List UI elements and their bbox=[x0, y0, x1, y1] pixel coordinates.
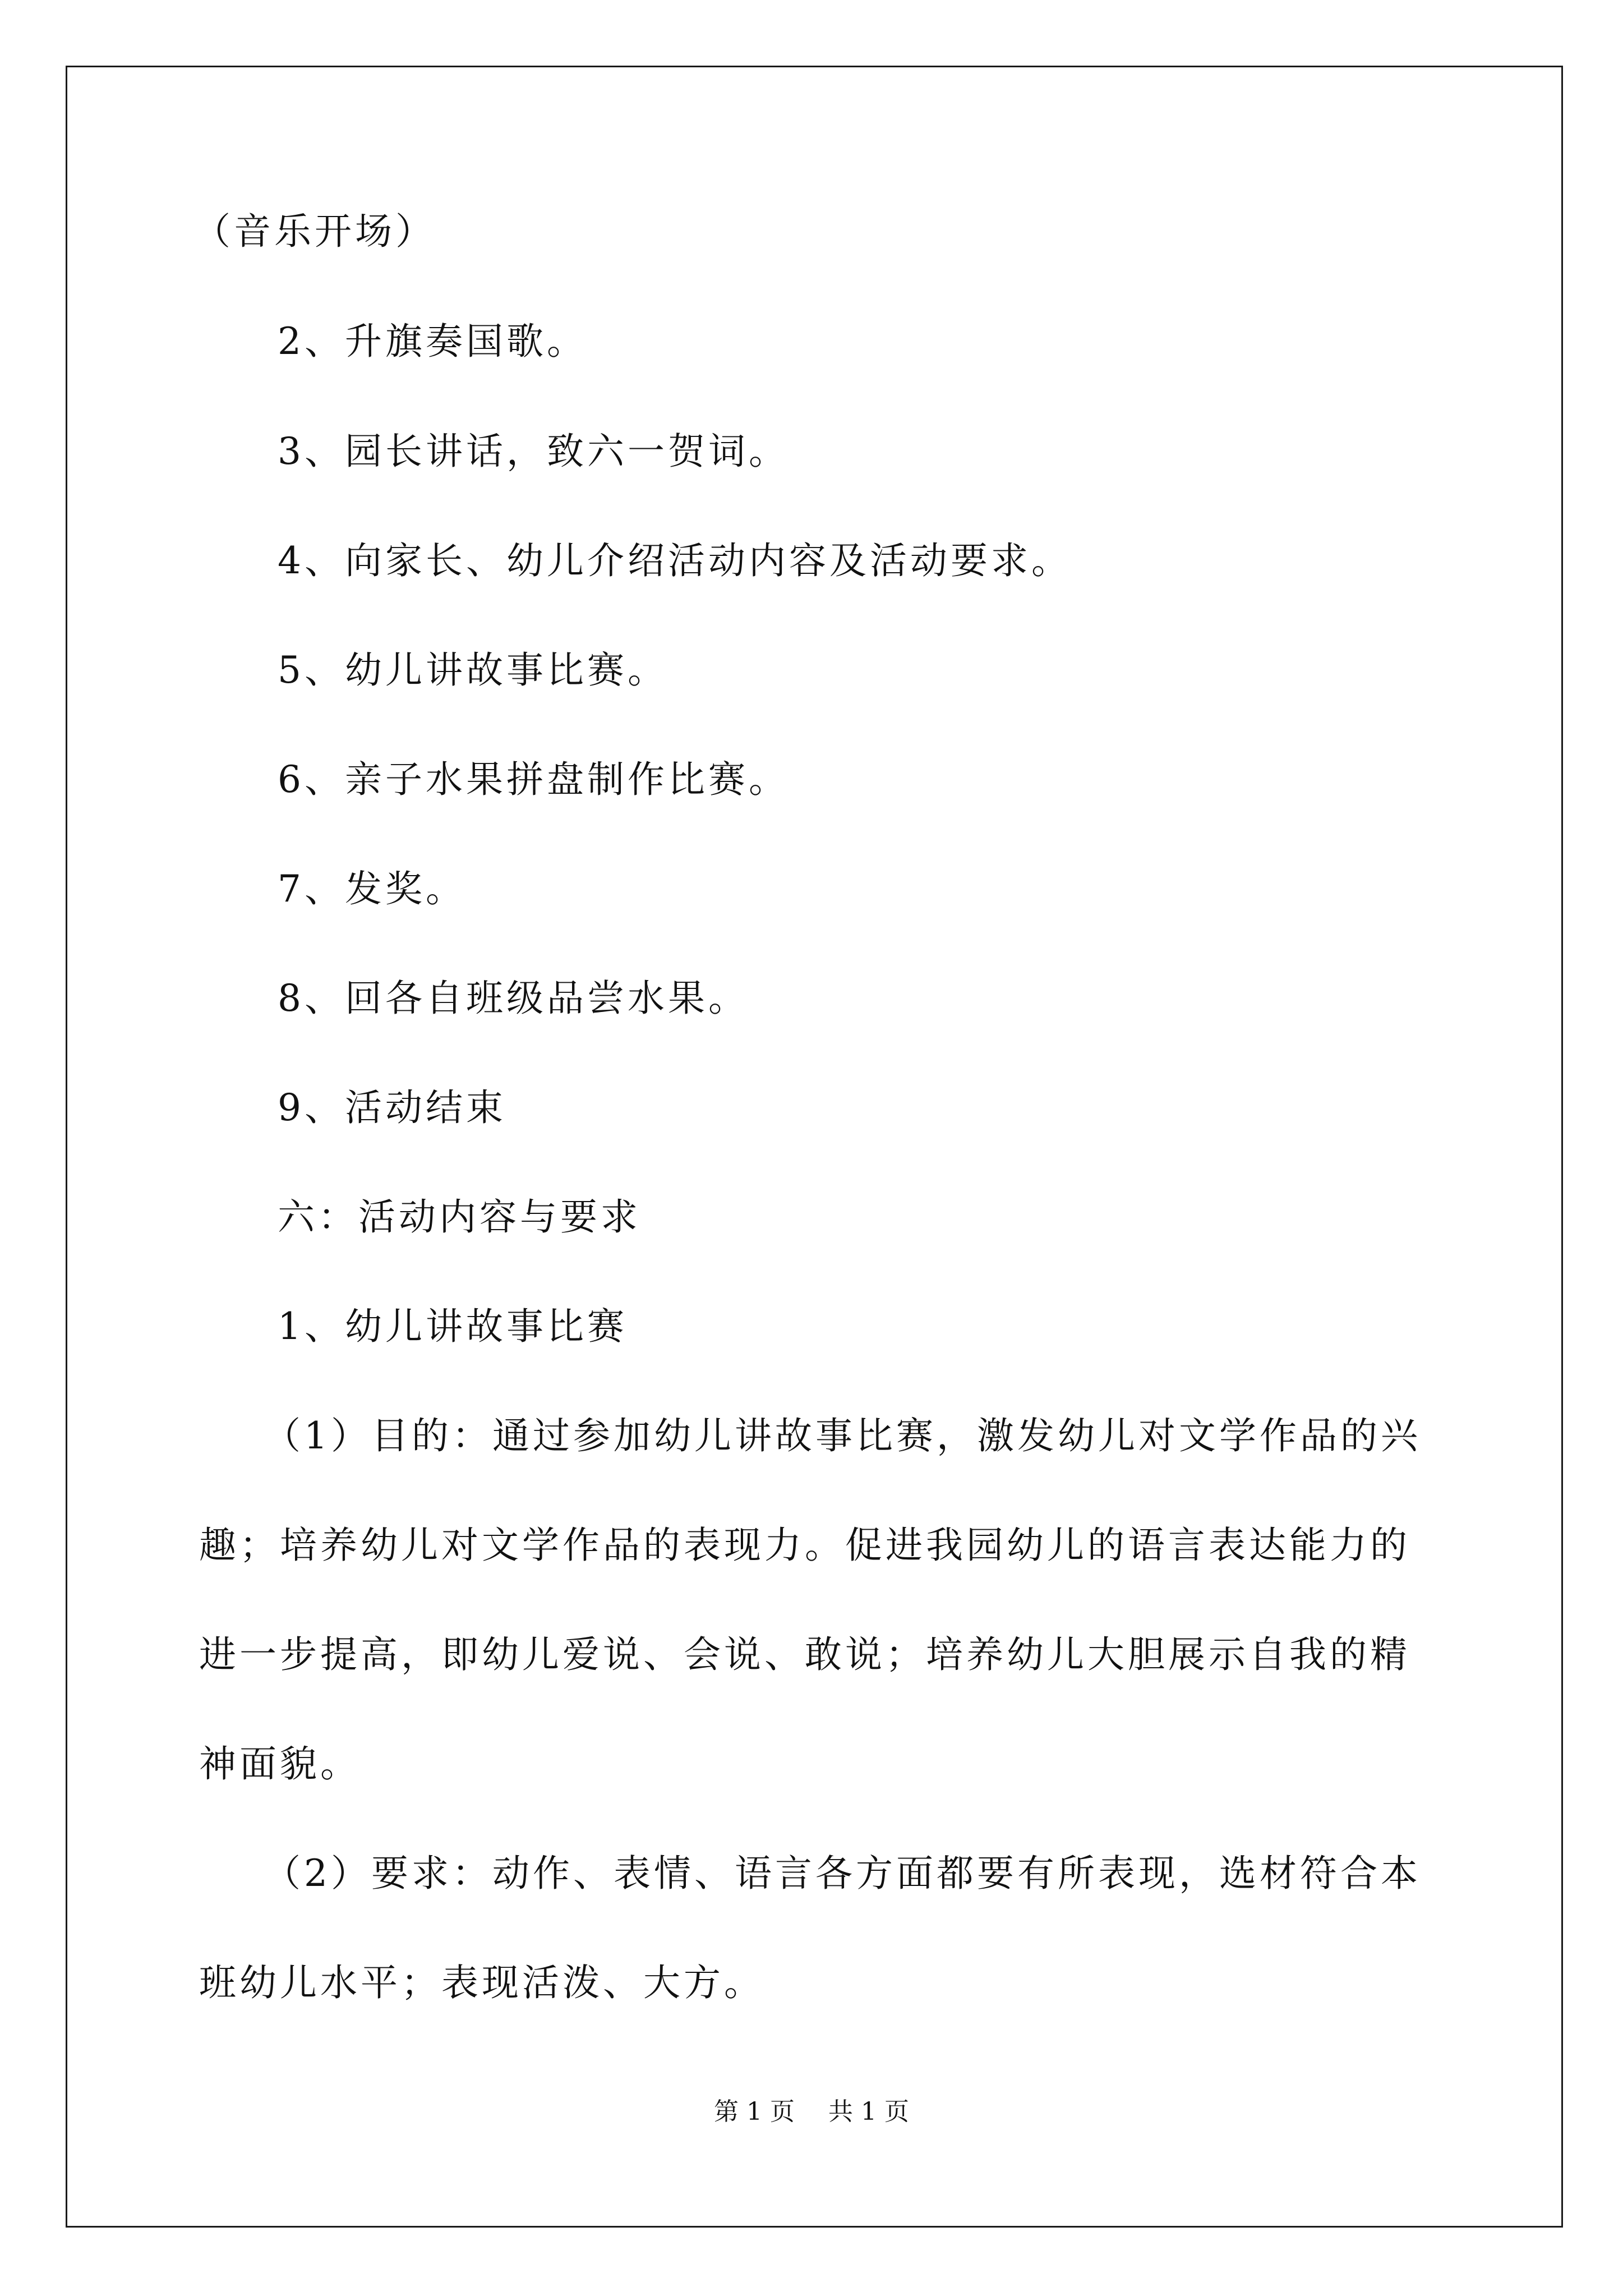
page-number: 第 1 页 bbox=[714, 2097, 795, 2126]
paragraph-line: （1）目的：通过参加幼儿讲故事比赛，激发幼儿对文学作品的兴 bbox=[264, 1414, 1421, 1457]
page-total: 共 1 页 bbox=[828, 2097, 909, 2126]
text-line: （音乐开场） bbox=[193, 210, 436, 253]
text-line: 3、园长讲话，致六一贺词。 bbox=[278, 430, 789, 473]
text-line: 7、发奖。 bbox=[278, 867, 466, 910]
text-line: 9、活动结束 bbox=[278, 1086, 506, 1129]
paragraph-line: 神面貌。 bbox=[199, 1742, 361, 1786]
paragraph-line: （2）要求：动作、表情、语言各方面都要有所表现，选材符合本 bbox=[264, 1852, 1421, 1895]
paragraph-line: 班幼儿水平；表现活泼、大方。 bbox=[199, 1961, 764, 2004]
text-line: 4、向家长、幼儿介绍活动内容及活动要求。 bbox=[278, 539, 1072, 582]
text-line: 5、幼儿讲故事比赛。 bbox=[278, 648, 668, 692]
text-line: 8、回各自班级品尝水果。 bbox=[278, 977, 749, 1020]
page-footer bbox=[0, 2095, 1623, 2129]
paragraph-line: 进一步提高，即幼儿爱说、会说、敢说；培养幼儿大胆展示自我的精 bbox=[199, 1633, 1410, 1676]
text-line: 2、升旗奏国歌。 bbox=[278, 320, 587, 363]
subsection-heading: 1、幼儿讲故事比赛 bbox=[278, 1305, 628, 1348]
section-heading: 六：活动内容与要求 bbox=[278, 1195, 641, 1239]
paragraph-line: 趣；培养幼儿对文学作品的表现力。促进我园幼儿的语言表达能力的 bbox=[199, 1524, 1410, 1567]
text-line: 6、亲子水果拼盘制作比赛。 bbox=[278, 758, 789, 801]
page-border bbox=[66, 66, 1563, 2228]
